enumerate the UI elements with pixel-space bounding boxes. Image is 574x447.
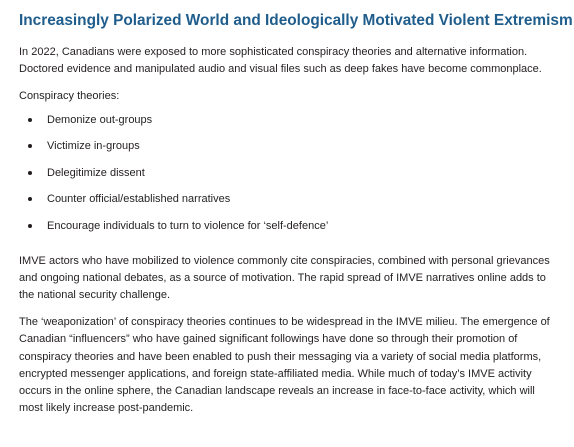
list-item-text: Demonize out-groups	[47, 113, 153, 126]
bullet-icon	[28, 118, 32, 122]
conspiracy-list	[19, 112, 559, 245]
list-item-text: Victimize in-groups	[47, 140, 140, 153]
list-item-text: Delegitimize dissent	[47, 166, 145, 179]
list-item	[19, 165, 559, 192]
document-page	[19, 10, 573, 427]
list-item-text: Counter official/established narratives	[47, 193, 231, 206]
section-title: Increasingly Polarized World and Ideologically Motivated Violent Extremism	[19, 12, 573, 29]
list-item	[19, 138, 559, 165]
imve-motivation-paragraph: IMVE actors who have mobilized to violence commonly cite conspiracies, combined with personal grievances and ongoing national debates, as a source of motivation. The rapid spread of IMVE narratives online adds to the national security challenge.	[19, 254, 550, 301]
list-lead-in: Conspiracy theories:	[19, 90, 120, 103]
list-item	[19, 218, 559, 245]
bullet-icon	[28, 224, 32, 228]
list-item	[19, 112, 559, 139]
bullet-icon	[28, 144, 32, 148]
list-item-text: Encourage individuals to turn to violence for ‘self-defence’	[47, 219, 329, 232]
intro-paragraph: In 2022, Canadians were exposed to more sophisticated conspiracy theories and alternative information. Doctored evidence and manipulated audio and visual files such as deep fakes have become commonplace.	[19, 46, 542, 76]
list-item	[19, 191, 559, 218]
bullet-icon	[28, 197, 32, 201]
bullet-icon	[28, 171, 32, 175]
weaponization-paragraph: The ‘weaponization’ of conspiracy theories continues to be widespread in the IMVE milieu. The emergence of Canadian “influencers” who have gained significant followings have done so through their promotion of conspiracy theories and have been enabled to push their messaging via a variety of social media platforms, encrypted messenger applications, and foreign state-affiliated media. While much of today’s IMVE activity occurs in the online sphere, the Canadian landscape reveals an increase in face-to-face activity, which will most likely increase post-pandemic.	[19, 316, 550, 415]
